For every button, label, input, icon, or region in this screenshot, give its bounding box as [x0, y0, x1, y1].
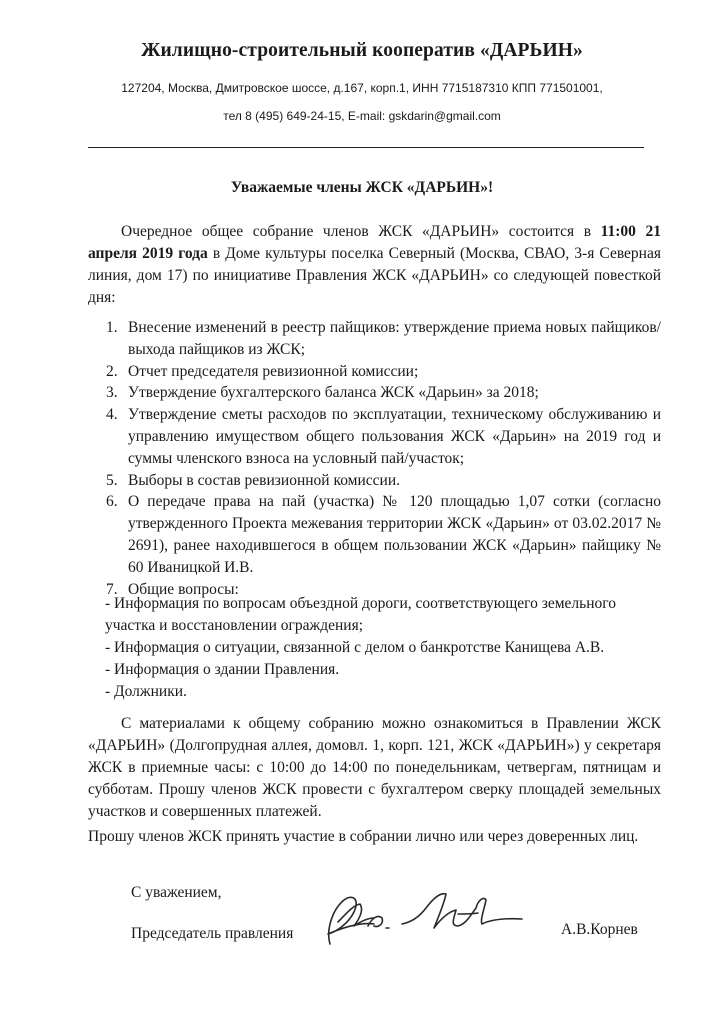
agenda-item-text: Отчет председателя ревизионной комиссии; — [128, 362, 419, 380]
agenda-item-text: Внесение изменений в реестр пайщиков: утверждение приема новых пайщиков/выхода пайщиков из ЖСК; — [128, 319, 661, 358]
agenda-item-text: Общие вопросы: — [128, 580, 239, 598]
agenda-item-text: Утверждение бухгалтерского баланса ЖСК «Дарьин» за 2018; — [128, 384, 539, 402]
organization-address: 127204, Москва, Дмитровское шоссе, д.167, корп.1, ИНН 7715187310 КПП 771501001, — [121, 81, 603, 95]
organization-name: Жилищно-строительный кооператив «ДАРЬИН» — [141, 40, 583, 61]
handwritten-signature — [308, 878, 528, 954]
agenda-item — [88, 491, 661, 578]
chairman-title: Председатель правления — [131, 925, 294, 942]
agenda-item-number: 1. — [106, 319, 118, 336]
agenda-item-text: Утверждение сметы расходов по эксплуатации, техническому обслуживанию и управлению имуществом общего пользования ЖСК «Дарьин» на 2019 год и суммы членского взноса на условный пай/участок; — [128, 406, 661, 467]
agenda-item — [88, 404, 661, 469]
agenda-item-number: 7. — [106, 580, 118, 598]
agenda-item-number: 5. — [106, 471, 118, 489]
organization-contacts: тел 8 (495) 649-24-15, E-mail: gskdarin@gmail.com — [223, 109, 501, 123]
agenda-item-text: Выборы в состав ревизионной комиссии. — [128, 471, 400, 489]
agenda-item — [88, 470, 661, 492]
general-question-item: - Информация о здании Правления. — [105, 661, 340, 679]
general-questions-list — [105, 593, 665, 703]
general-question-item: - Информация о ситуации, связанной с делом о банкротстве Канищева А.В. — [105, 639, 605, 657]
participation-paragraph: Прошу членов ЖСК принять участие в собрании лично или через доверенных лиц. — [88, 828, 639, 845]
intro-paragraph — [88, 221, 661, 309]
agenda-item — [88, 317, 661, 361]
agenda-item-number: 4. — [106, 406, 118, 424]
agenda-item-number: 3. — [106, 384, 118, 402]
agenda-list — [88, 317, 661, 600]
agenda-item-number: 2. — [106, 362, 118, 380]
materials-paragraph: С материалами к общему собранию можно ознакомиться в Правлении ЖСК «ДАРЬИН» (Долгопрудная аллея, домовл. 1, корп. 121, ЖСК «ДАРЬИН») у секретаря ЖСК в приемные часы: с 10:00 до 14:00 по понедельникам, четвергам, пятницам и субботам. Прошу членов ЖСК провести с бухгалтером сверку площадей земельных участков и совершенных платежей. — [88, 715, 661, 820]
agenda-item-number: 6. — [106, 493, 118, 511]
intro-text-before: Очередное общее собрание членов ЖСК «ДАРЬИН» состоится в — [121, 223, 601, 240]
chairman-name: А.В.Корнев — [561, 921, 638, 938]
agenda-item — [88, 382, 661, 404]
intro-text-after: в Доме культуры поселка Северный (Москва, СВАО, 3-я Северная линия, дом 17) по инициативе Правления ЖСК «ДАРЬИН» со следующей повесткой дня: — [88, 245, 661, 306]
agenda-item-text: О передаче права на пай (участка) № 120 площадью 1,07 сотки (согласно утвержденного Проекта межевания территории ЖСК «Дарьин» от 03.02.2017 № 2691), ранее находившегося в общем пользовании ЖСК «Дарьин» пайщику № 60 Иваницкой И.В. — [128, 493, 661, 576]
agenda-item — [88, 361, 661, 383]
general-question-item: - Должники. — [105, 683, 187, 701]
general-question-item: - Информация по вопросам объездной дороги, соответствующего земельного участка и восстановлении ограждения; — [105, 595, 616, 635]
closing-phrase: С уважением, — [131, 884, 222, 901]
greeting-heading: Уважаемые члены ЖСК «ДАРЬИН»! — [230, 179, 494, 196]
header-divider — [88, 147, 644, 148]
meeting-datetime: 11:00 21 апреля 2019 года — [88, 223, 661, 262]
